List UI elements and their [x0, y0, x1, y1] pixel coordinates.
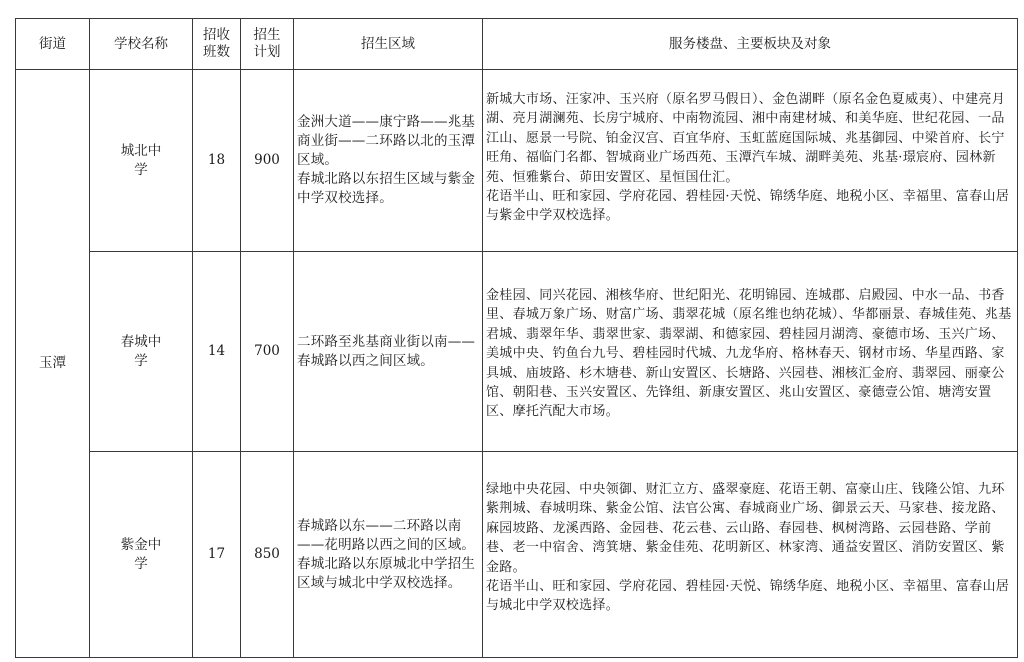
- service-text: 金桂园、同兴花园、湘核华府、世纪阳光、花明锦园、连城郡、启殿园、中水一品、书香里、春城万象广场、财富广场、翡翠花城（原名维也纳花城）、华都丽景、春城佳苑、兆基君城、翡翠年华、翡翠世家、翡翠湖、和德家园、碧桂园月湖湾、豪德市场、玉兴广场、美城中央、钓鱼台九号、碧桂园时代城、九龙华府、格林春天、钢材市场、华星西路、家具城、庙坡路、杉木塘巷、新山安置区、长塘路、兴园巷、湘核汇金府、翡翠园、丽豪公馆、朝阳巷、玉兴安置区、先锋组、新康安置区、兆山安置区、豪德壹公馆、塘湾安置区、摩托汽配大市场。: [486, 288, 1012, 420]
- plan-cell: 700: [241, 252, 294, 452]
- classes-cell: 18: [193, 70, 241, 252]
- area-text: 金洲大道——康宁路——兆基商业街——二环路以北的玉潭区域。: [297, 114, 476, 168]
- service-text: 花语半山、旺和家园、学府花园、碧桂园·天悦、锦绣华庭、地税小区、幸福里、富春山居与紫金中学双校选择。: [486, 189, 1010, 224]
- classes-cell: 14: [193, 252, 241, 452]
- table-row: [16, 70, 1018, 252]
- area-cell: [294, 70, 483, 252]
- header-area: 招生区域: [294, 19, 483, 70]
- header-street: 街道: [16, 19, 90, 70]
- service-text: 花语半山、旺和家园、学府花园、碧桂园·天悦、锦绣华庭、地税小区、幸福里、富春山居与城北中学双校选择。: [486, 579, 1010, 614]
- service-text: 绿地中央花园、中央领御、财汇立方、盛翠豪庭、花语王朝、富豪山庄、钱隆公馆、九环紫荆城、春城明珠、紫金公馆、法官公寓、春城商业广场、御景云天、马家巷、接龙路、麻园坡路、龙溪西路、金园巷、花云巷、云山路、春园巷、枫树湾路、云园巷路、学前巷、老一中宿舍、湾箕塘、紫金佳苑、花明新区、林家湾、通益安置区、消防安置区、紫金路。: [486, 482, 1005, 575]
- table-row: [16, 452, 1018, 658]
- area-cell: [294, 452, 483, 658]
- school-cell: 城北中学: [90, 70, 193, 252]
- street-cell: 玉潭: [16, 70, 90, 658]
- header-row: [16, 19, 1018, 70]
- header-school: 学校名称: [90, 19, 193, 70]
- school-cell: 春城中学: [90, 252, 193, 452]
- area-text: 春城北路以东原城北中学招生区域与城北中学双校选择。: [297, 555, 476, 591]
- service-text: 新城大市场、汪家冲、玉兴府（原名罗马假日）、金色湖畔（原名金色夏威夷）、中建亮月湖、亮月湖澜苑、长房宁城府、中南物流园、湘中南建材城、和美华庭、世纪花园、一品江山、愿景一号院、铂金汉宫、百宜华府、玉虹蓝庭国际城、兆基御园、中梁首府、长宁旺角、福临门名都、智城商业广场西苑、玉潭汽车城、湖畔美苑、兆基·璟宸府、园林新苑、恒雅紫台、茆田安置区、星恒国仕汇。: [486, 92, 1006, 185]
- area-text: 春城北路以东招生区域与紫金中学双校选择。: [297, 171, 476, 206]
- area-text: 春城路以东——二环路以南——花明路以西之间的区域。: [297, 517, 476, 553]
- plan-cell: 900: [241, 70, 294, 252]
- header-service: 服务楼盘、主要板块及对象: [483, 19, 1018, 70]
- area-cell: [294, 252, 483, 452]
- school-cell: 紫金中学: [90, 452, 193, 658]
- enrollment-table: [15, 18, 1018, 658]
- service-cell: [483, 452, 1018, 658]
- header-plan: 招生计划: [241, 19, 294, 70]
- header-classes: 招收班数: [193, 19, 241, 70]
- plan-cell: 850: [241, 452, 294, 658]
- service-cell: [483, 252, 1018, 452]
- classes-cell: 17: [193, 452, 241, 658]
- area-text: 二环路至兆基商业街以南——春城路以西之间区域。: [297, 333, 476, 369]
- service-cell: [483, 70, 1018, 252]
- table-row: [16, 252, 1018, 452]
